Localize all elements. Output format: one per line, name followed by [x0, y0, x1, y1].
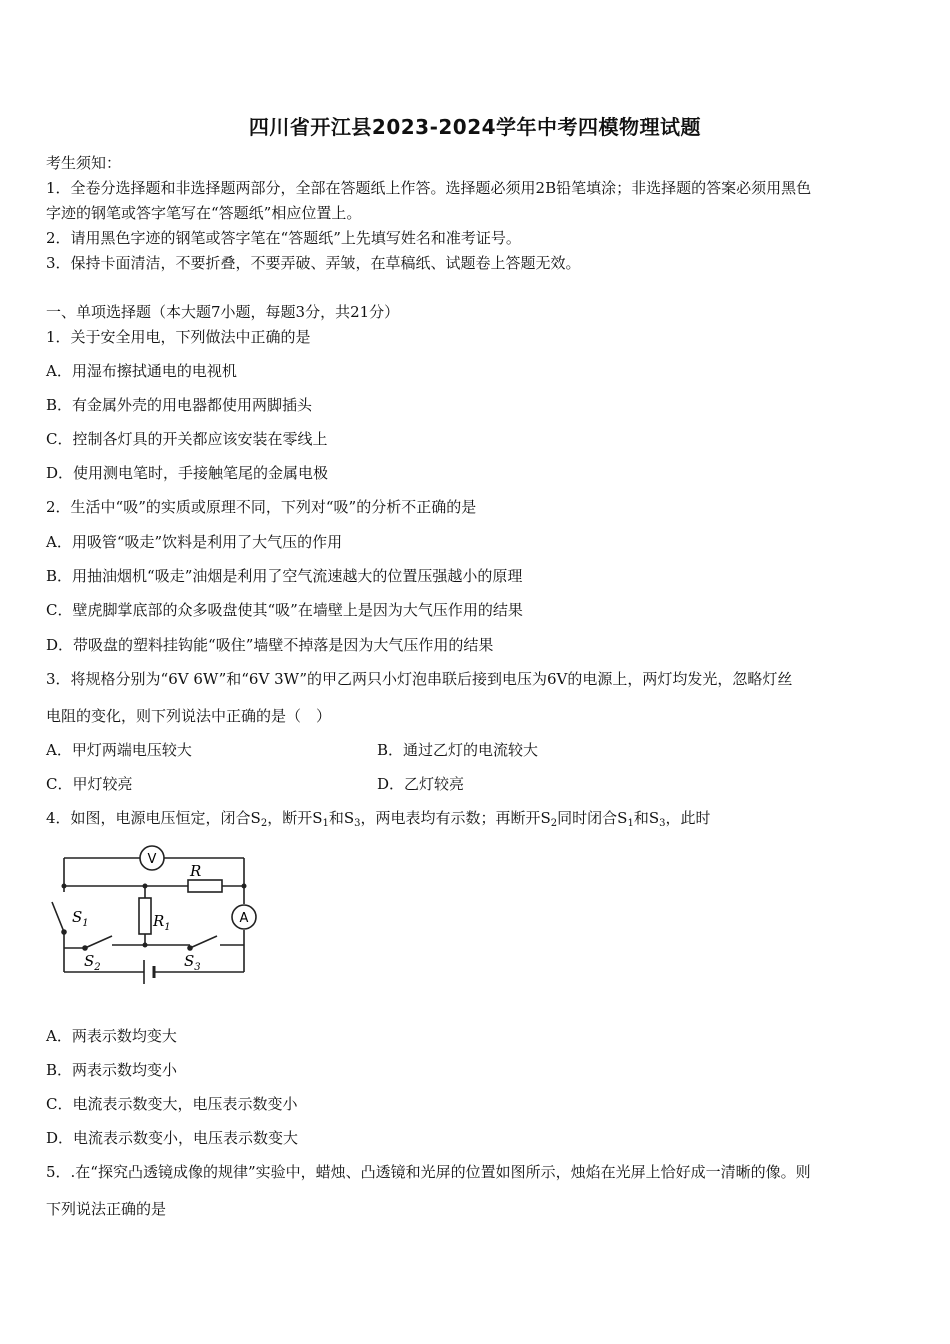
switch-s3-label: $S_3$ — [184, 952, 201, 973]
ammeter-label: A — [239, 911, 249, 926]
resistor-r1 — [139, 898, 151, 934]
junction-node — [143, 884, 148, 889]
question-1-option-c: C．控制各灯具的开关都应该安装在零线上 — [46, 430, 328, 448]
switch-s1-lever — [52, 902, 64, 932]
question-3-option-a: A．甲灯两端电压较大 — [46, 741, 192, 759]
question-2-stem: 2．生活中“吸”的实质或原理不同，下列对“吸”的分析不正确的是 — [46, 498, 477, 516]
question-2-option-a: A．用吸管“吸走”饮料是利用了大气压的作用 — [46, 533, 343, 551]
question-1-option-a: A．用湿布擦拭通电的电视机 — [46, 362, 237, 380]
notice-item: 字迹的钢笔或答字笔写在“答题纸”相应位置上。 — [46, 204, 362, 222]
question-2-option-b: B．用抽油烟机“吸走”油烟是利用了空气流速越大的位置压强越小的原理 — [46, 567, 523, 585]
question-3-stem: 3．将规格分别为“6V 6W”和“6V 3W”的甲乙两只小灯泡串联后接到电压为6V的电源上，两灯均发光，忽略灯丝 — [46, 670, 793, 688]
question-3-stem-continued: 电阻的变化，则下列说法中正确的是（ ） — [46, 707, 332, 725]
notice-heading: 考生须知： — [46, 154, 122, 172]
question-4-option-d: D．电流表示数变小，电压表示数变大 — [46, 1129, 299, 1147]
junction-node — [143, 943, 148, 948]
question-1-option-d: D．使用测电笔时，手接触笔尾的金属电极 — [46, 464, 329, 482]
junction-node — [242, 884, 247, 889]
resistor-r1-label: $R_1$ — [153, 912, 171, 933]
question-3-option-b: B．通过乙灯的电流较大 — [377, 741, 539, 759]
question-2-option-d: D．带吸盘的塑料挂钩能“吸住”墙壁不掉落是因为大气压作用的结果 — [46, 636, 494, 654]
junction-node — [62, 884, 67, 889]
circuit-diagram — [40, 842, 270, 992]
notice-item: 2．请用黑色字迹的钢笔或答字笔在“答题纸”上先填写姓名和准考证号。 — [46, 229, 521, 247]
question-5-stem-continued: 下列说法正确的是 — [46, 1200, 167, 1218]
switch-s2-lever — [85, 936, 112, 948]
resistor-r — [188, 880, 222, 892]
question-4-option-a: A．两表示数均变大 — [46, 1027, 177, 1045]
question-4-option-c: C．电流表示数变大，电压表示数变小 — [46, 1095, 298, 1113]
question-1-stem: 1．关于安全用电，下列做法中正确的是 — [46, 328, 311, 346]
resistor-r-label: R — [190, 862, 202, 880]
switch-s2-label: $S_2$ — [84, 952, 101, 973]
question-4-option-b: B．两表示数均变小 — [46, 1061, 178, 1079]
voltmeter-label: V — [147, 852, 157, 867]
section-heading: 一、单项选择题（本大题7小题，每题3分，共21分） — [46, 303, 400, 321]
question-3-option-d: D．乙灯较亮 — [377, 775, 465, 793]
question-4-stem: 4．如图，电源电压恒定，闭合$S_2$，断开$S_1$和$S_3$，两电表均有示数；再断开$S_2$同时闭合$S_1$和$S_3$，此时 — [46, 809, 711, 829]
notice-item: 3．保持卡面清洁，不要折叠，不要弄破、弄皱，在草稿纸、试题卷上答题无效。 — [46, 254, 581, 272]
switch-s3-lever — [190, 936, 217, 948]
question-5-stem: 5．.在“探究凸透镜成像的规律”实验中，蜡烛、凸透镜和光屏的位置如图所示，烛焰在光屏上恰好成一清晰的像。则 — [46, 1163, 811, 1181]
question-2-option-c: C．壁虎脚掌底部的众多吸盘使其“吸”在墙壁上是因为大气压作用的结果 — [46, 601, 523, 619]
page-title: 四川省开江县2023-2024学年中考四模物理试题 — [248, 115, 702, 139]
notice-item: 1．全卷分选择题和非选择题两部分，全部在答题纸上作答。选择题必须用2B铅笔填涂；非选择题的答案必须用黑色 — [46, 179, 812, 197]
question-3-option-c: C．甲灯较亮 — [46, 775, 133, 793]
switch-s1-label: $S_1$ — [72, 908, 89, 929]
question-1-option-b: B．有金属外壳的用电器都使用两脚插头 — [46, 396, 313, 414]
